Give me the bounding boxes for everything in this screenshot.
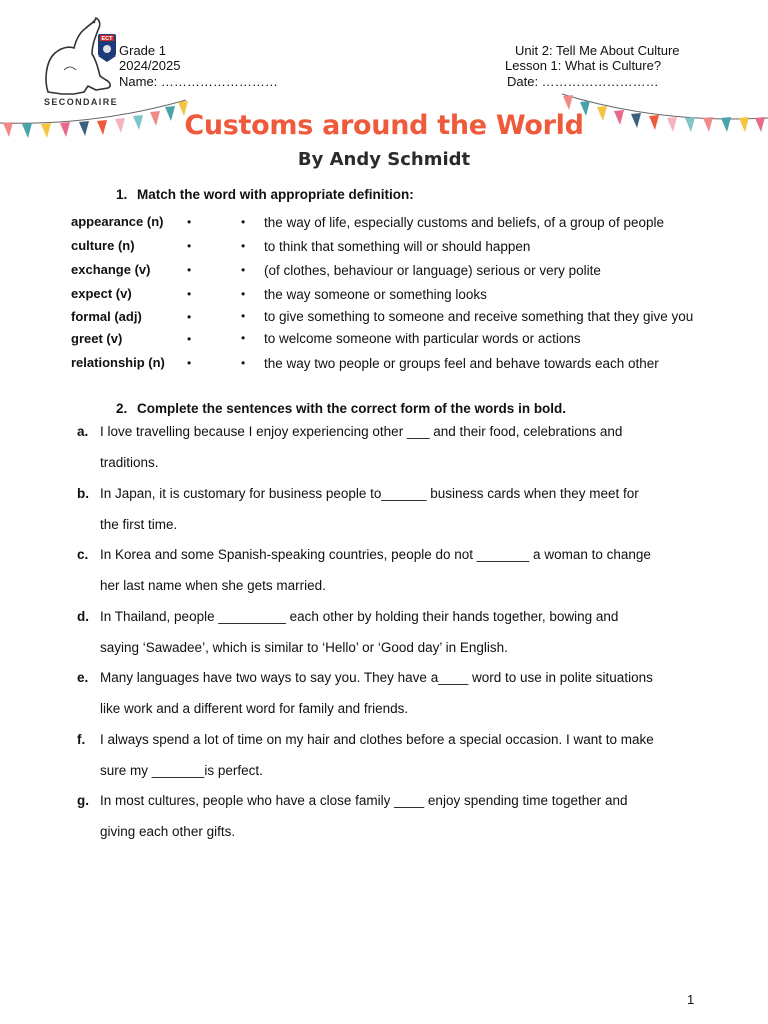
sentence-letter: e. (77, 670, 89, 685)
sentence-line: In Korea and some Spanish-speaking countries, people do not _______ a woman to change (100, 547, 651, 562)
sentence-line-continued: the first time. (100, 517, 178, 532)
match-word-dot[interactable]: • (187, 215, 192, 229)
sentence-line: I love travelling because I enjoy experiencing other ___ and their food, celebrations and (100, 424, 623, 439)
match-definition: the way of life, especially customs and beliefs, of a group of people (264, 215, 664, 230)
sentence-line: In Japan, it is customary for business people to______ business cards when they meet for (100, 486, 639, 501)
match-word: greet (v) (71, 331, 123, 346)
sentence-line: In Thailand, people _________ each other by holding their hands together, bowing and (100, 609, 619, 624)
sentence-letter: f. (77, 732, 86, 747)
date-field: Date: ……………………… (507, 74, 659, 89)
sentence-line: In most cultures, people who have a close family ____ enjoy spending time together and (100, 793, 628, 808)
school-logo (40, 10, 125, 110)
section1-number: 1. (116, 187, 128, 202)
match-word-dot[interactable]: • (187, 310, 192, 324)
logo-shield-text: ECT (101, 36, 113, 42)
school-year: 2024/2025 (119, 58, 181, 73)
match-word-dot[interactable]: • (187, 332, 192, 346)
sentence-line-continued: giving each other gifts. (100, 824, 236, 839)
match-word-dot[interactable]: • (187, 287, 192, 301)
match-word: formal (adj) (71, 309, 142, 324)
section1-heading: Match the word with appropriate definition: (137, 187, 414, 202)
match-definition: to welcome someone with particular words or actions (264, 331, 581, 346)
sentence-letter: a. (77, 424, 89, 439)
match-word: appearance (n) (71, 214, 164, 229)
sentence-letter: b. (77, 486, 89, 501)
match-definition-dot[interactable]: • (241, 331, 246, 345)
sentence-line-continued: traditions. (100, 455, 159, 470)
worksheet-title: Customs around the World (184, 110, 584, 141)
sentence-line-continued: sure my _______is perfect. (100, 763, 263, 778)
bunting-flag (563, 95, 573, 110)
match-definition-dot[interactable]: • (241, 215, 246, 229)
grade-label: Grade 1 (119, 43, 166, 58)
sentence-letter: c. (77, 547, 89, 562)
match-word: culture (n) (71, 238, 135, 253)
lesson-label: Lesson 1: What is Culture? (505, 58, 662, 73)
match-definition: (of clothes, behaviour or language) serious or very polite (264, 263, 601, 278)
author-byline: By Andy Schmidt (297, 149, 471, 170)
sentence-letter: g. (77, 793, 89, 808)
unit-label: Unit 2: Tell Me About Culture (515, 43, 680, 58)
match-definition-dot[interactable]: • (241, 309, 246, 323)
sentence-line: I always spend a lot of time on my hair and clothes before a special occasion. I want to make (100, 732, 654, 747)
match-word-dot[interactable]: • (187, 356, 192, 370)
match-definition-dot[interactable]: • (241, 356, 246, 370)
section2-number: 2. (116, 401, 128, 416)
sentence-line-continued: saying ‘Sawadee’, which is similar to ‘Hello’ or ‘Good day’ in English. (100, 640, 508, 655)
match-word: relationship (n) (71, 355, 165, 370)
match-definition-dot[interactable]: • (241, 263, 246, 277)
page-number: 1 (687, 992, 695, 1007)
match-definition: to think that something will or should happen (264, 239, 531, 254)
polar-bear-icon (40, 10, 125, 110)
match-definition: the way someone or something looks (264, 287, 487, 302)
sentence-line: Many languages have two ways to say you. They have a____ word to use in polite situations (100, 670, 653, 685)
sentence-line-continued: like work and a different word for family and friends. (100, 701, 409, 716)
section2-heading: Complete the sentences with the correct form of the words in bold. (137, 401, 567, 416)
match-definition: to give something to someone and receive something that they give you (264, 309, 694, 324)
match-definition-dot[interactable]: • (241, 239, 246, 253)
match-word-dot[interactable]: • (187, 263, 192, 277)
match-definition: the way two people or groups feel and behave towards each other (264, 356, 659, 371)
match-definition-dot[interactable]: • (241, 287, 246, 301)
match-word-dot[interactable]: • (187, 239, 192, 253)
match-word: exchange (v) (71, 262, 151, 277)
sentence-line-continued: her last name when she gets married. (100, 578, 326, 593)
match-word: expect (v) (71, 286, 132, 301)
sentence-letter: d. (77, 609, 89, 624)
logo-text: SECONDAIRE (44, 97, 119, 107)
name-field: Name: ……………………… (119, 74, 278, 89)
